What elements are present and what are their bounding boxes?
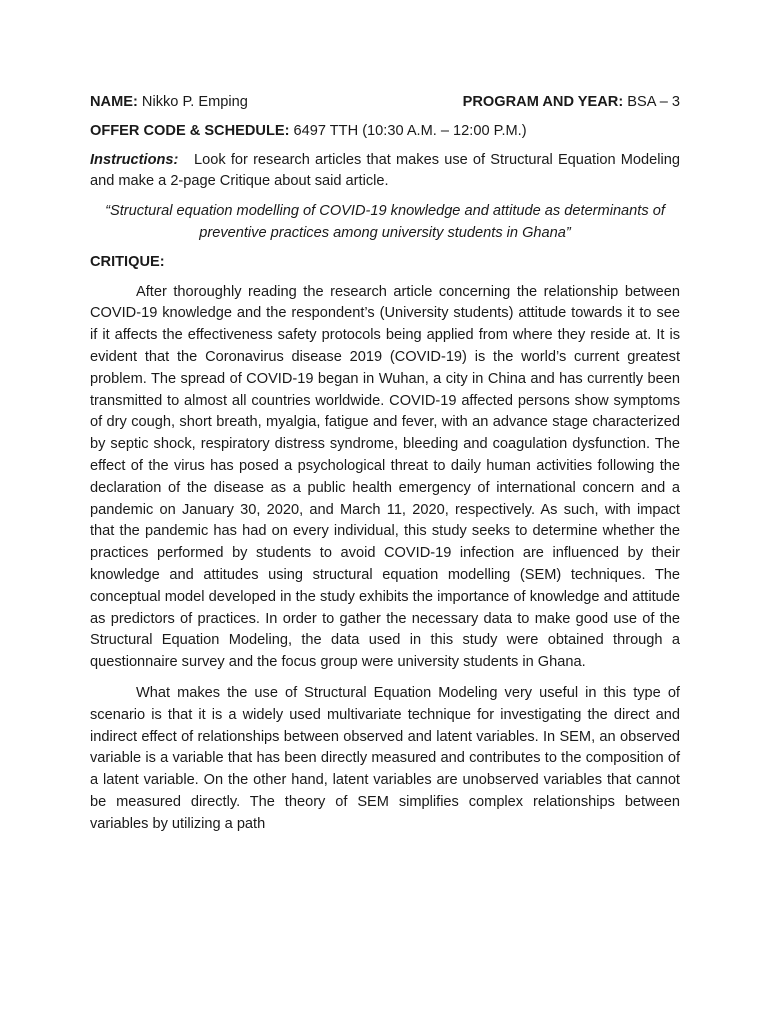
header-row-1 (90, 92, 680, 114)
name-field (90, 92, 248, 114)
article-title: “Structural equation modelling of COVID-19 knowledge and attitude as determinants of preventive practices among university students in Ghana” (105, 203, 665, 241)
instructions-text: Look for research articles that makes use of Structural Equation Modeling and make a 2-page Critique about said article. (90, 151, 680, 190)
instructions-label: Instructions: (90, 151, 179, 168)
program-value: BSA – 3 (627, 94, 680, 110)
name-value: Nikko P. Emping (141, 94, 248, 110)
critique-paragraph-2: What makes the use of Structural Equation Modeling very useful in this type of scenario is that it is a widely used multivariate technique for investigating the direct and indirect effect of relationships between observed and latent variables. In SEM, an observed variable is a variable that has been directly measured and contributes to the composition of a latent variable. On the other hand, latent variables are unobserved variables that cannot be measured directly. The theory of SEM simplifies complex relationships between variables by utilizing a path (90, 684, 680, 832)
critique-heading: CRITIQUE: (90, 253, 165, 270)
offer-value: 6497 TTH (10:30 A.M. – 12:00 P.M.) (293, 122, 527, 139)
program-label: PROGRAM AND YEAR: (462, 94, 624, 110)
instructions (90, 150, 680, 194)
program-field (463, 92, 680, 114)
name-label: NAME: (90, 94, 138, 110)
offer-label: OFFER CODE & SCHEDULE: (90, 122, 290, 139)
critique-paragraph-1: After thoroughly reading the research article concerning the relationship between COVID-19 knowledge and the respondent’s (University students) attitude towards it to see if it affects the effectiveness safety protocols being applied from where they reside at. It is evident that the Coronavirus disease 2019 (COVID-19) is the world’s current greatest problem. The spread of COVID-19 began in Wuhan, a city in China and has currently been transmitted to almost all countries worldwide. COVID-19 affected persons show symptoms of dry cough, short breath, myalgia, fatigue and fever, with an advance stage characterized by septic shock, respiratory distress syndrome, bleeding and coagulation dysfunction. The effect of the virus has posed a psychological threat to daily human activities following the declaration of the disease as a public health emergency of international concern and a pandemic on January 30, 2020, and March 11, 2020, respectively. As such, with impact that the pandemic has had on every individual, this study seeks to determine whether the practices performed by students to avoid COVID-19 infection are influenced by their knowledge and attitudes using structural equation modelling (SEM) techniques. The conceptual model developed in the study exhibits the importance of knowledge and attitude as predictors of practices. In order to gather the necessary data to make good use of the Structural Equation Modeling, the data used in this study were obtained through a questionnaire survey and the focus group were university students in Ghana. (90, 283, 680, 671)
offer-field (90, 121, 680, 143)
